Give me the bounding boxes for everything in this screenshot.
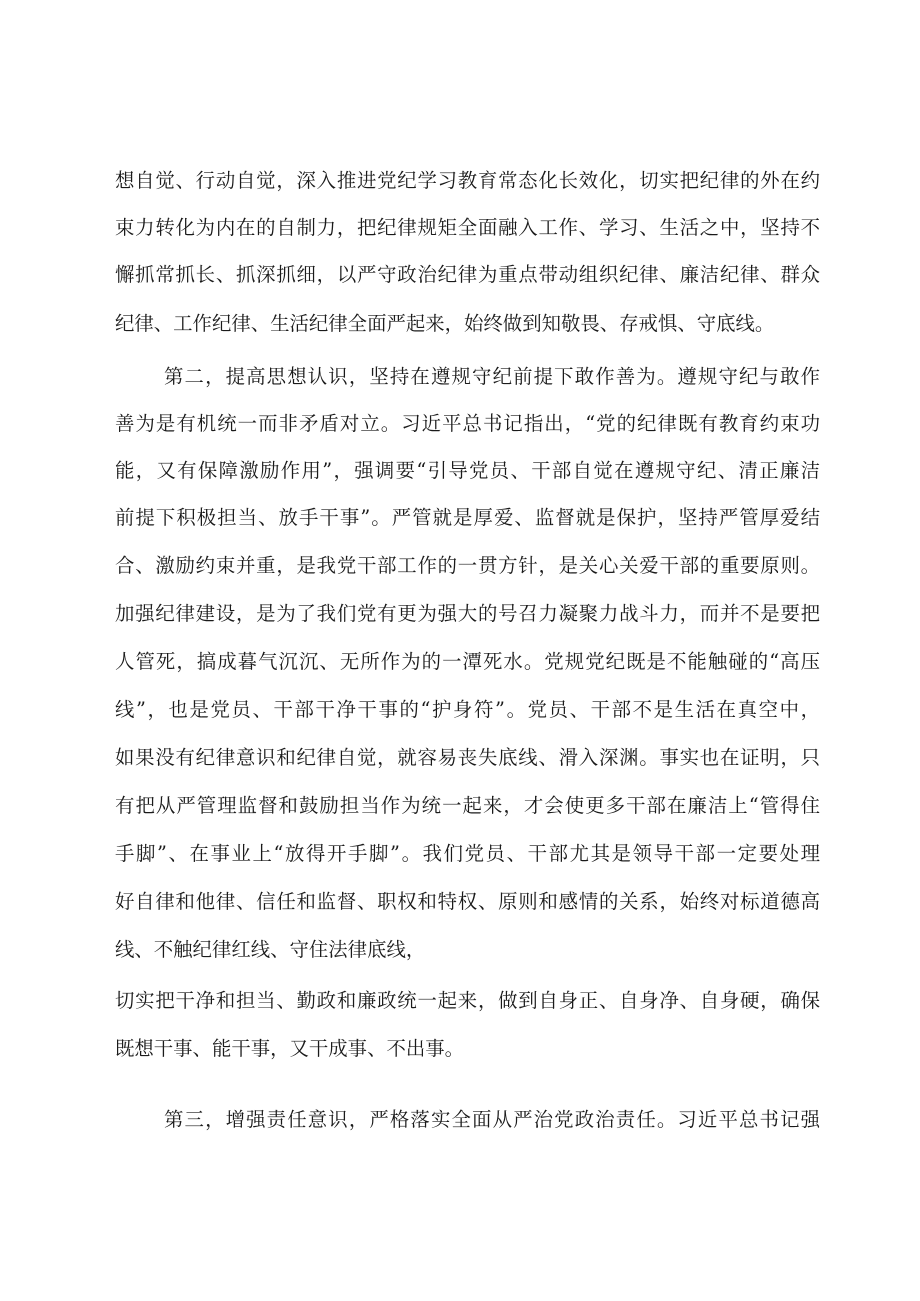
paragraph-first-line: 第三，增强责任意识，严格落实全面从严治党政治责任。习近平总书记强	[164, 1108, 820, 1131]
paragraph-first-line: 第二，提高思想认识，坚持在遵规守纪前提下敢作善为。遵规守纪与敢作	[164, 365, 820, 388]
text-line: 如果没有纪律意识和纪律自觉，就容易丧失底线、滑入深渊。事实也在证明，只	[115, 746, 820, 769]
text-line: 线、不触纪律红线、守住法律底线，	[115, 938, 426, 961]
text-line: 纪律、工作纪律、生活纪律全面严起来，始终做到知敬畏、存戒惧、守底线。	[115, 312, 775, 335]
text-line: 既想干事、能干事，又干成事、不出事。	[115, 1037, 465, 1060]
text-line: 手脚”、在事业上“放得开手脚”。我们党员、干部尤其是领导干部一定要处理	[115, 842, 820, 865]
text-line: 能，又有保障激励作用”，强调要“引导党员、干部自觉在遵规守纪、清正廉洁	[115, 459, 820, 482]
text-line: 善为是有机统一而非矛盾对立。习近平总书记指出，“党的纪律既有教育约束功	[115, 412, 820, 435]
text-line: 线”，也是党员、干部干净干事的“护身符”。党员、干部不是生活在真空中，	[115, 698, 820, 721]
text-line: 好自律和他律、信任和监督、职权和特权、原则和感情的关系，始终对标道德高	[115, 890, 820, 913]
text-line: 束力转化为内在的自制力，把纪律规矩全面融入工作、学习、生活之中，坚持不	[115, 216, 820, 239]
text-line: 切实把干净和担当、勤政和廉政统一起来，做到自身正、自身净、自身硬，确保	[115, 989, 820, 1012]
text-line: 有把从严管理监督和鼓励担当作为统一起来，才会使更多干部在廉洁上“管得住	[115, 794, 820, 817]
text-line: 人管死，搞成暮气沉沉、无所作为的一潭死水。党规党纪既是不能触碰的“高压	[115, 650, 820, 673]
text-line: 前提下积极担当、放手干事”。严管就是厚爱、监督就是保护，坚持严管厚爱结	[115, 506, 820, 529]
text-line: 懈抓常抓长、抓深抓细，以严守政治纪律为重点带动组织纪律、廉洁纪律、群众	[115, 263, 820, 286]
text-line: 想自觉、行动自觉，深入推进党纪学习教育常态化长效化，切实把纪律的外在约	[115, 169, 820, 192]
text-line: 加强纪律建设，是为了我们党有更为强大的号召力凝聚力战斗力，而并不是要把	[115, 602, 820, 625]
text-line: 合、激励约束并重，是我党干部工作的一贯方针，是关心关爱干部的重要原则。	[115, 554, 820, 577]
